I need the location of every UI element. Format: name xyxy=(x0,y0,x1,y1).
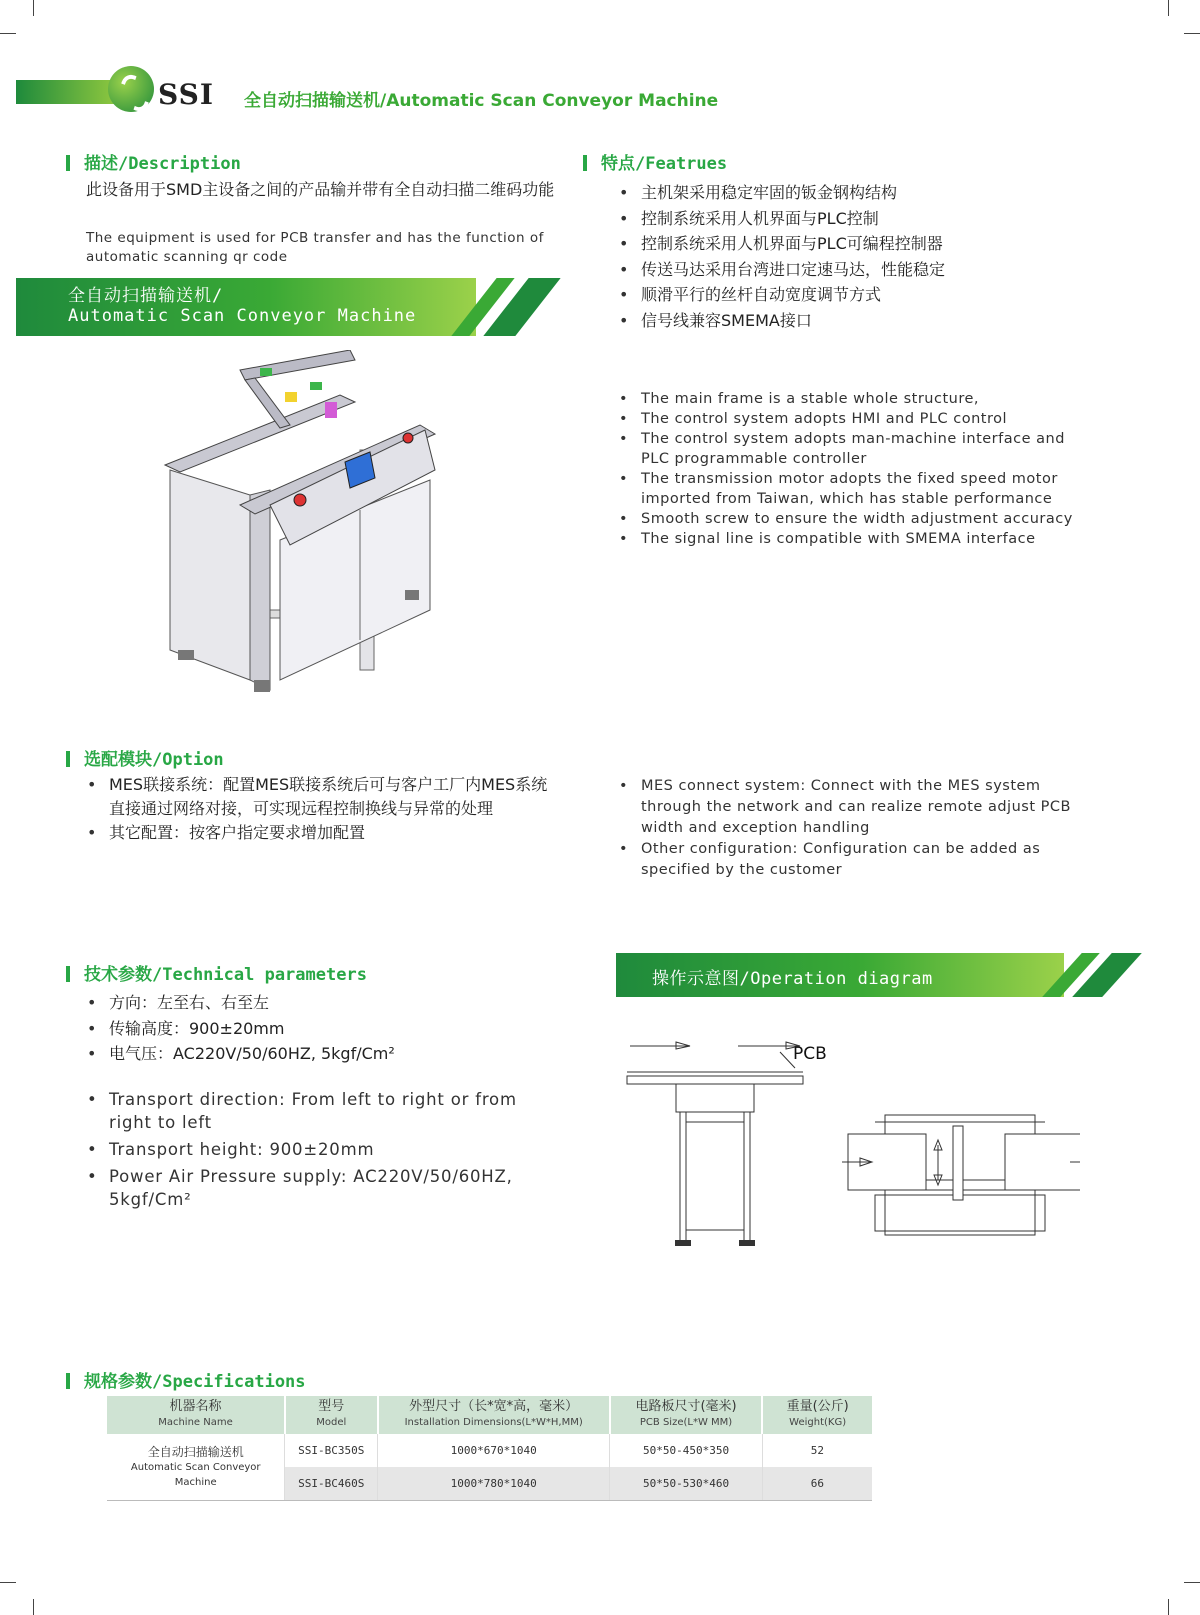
list-item: • The main frame is a stable whole structure, xyxy=(617,389,1089,409)
features-heading-text: 特点/Featrues xyxy=(601,154,728,174)
list-item: • 方向：左至右、右至左 xyxy=(85,990,560,1016)
column-header xyxy=(762,1396,872,1434)
pcb-size-cell: 50*50-450*350 xyxy=(610,1434,763,1467)
technical-cn-list xyxy=(85,990,560,1067)
machine-foot xyxy=(739,1240,755,1246)
specifications-table xyxy=(107,1396,872,1501)
specifications-heading xyxy=(66,1367,306,1392)
specifications-heading-text: 规格参数/Specifications xyxy=(84,1372,306,1392)
list-item: • Transport direction: From left to right or from right to left xyxy=(85,1088,560,1134)
column-header-cn: 机器名称 xyxy=(169,1399,222,1414)
column-header-en: Weight(KG) xyxy=(789,1417,847,1428)
list-item: • 控制系统采用人机界面与PLC控制 xyxy=(617,206,1087,232)
side-view-diagram xyxy=(627,1042,803,1246)
list-item: • Power Air Pressure supply: AC220V/50/60HZ, 5kgf/Cm² xyxy=(85,1165,560,1211)
scanner-gantry xyxy=(953,1126,963,1200)
option-heading-text: 选配模块/Option xyxy=(84,750,224,770)
list-item: • The signal line is compatible with SMEMA interface xyxy=(617,529,1089,549)
conveyor-body xyxy=(676,1084,754,1112)
banner-line1: 全自动扫描输送机/ xyxy=(68,286,224,306)
description-cn: 此设备用于SMD主设备之间的产品输并带有全自动扫描二维码功能 xyxy=(86,180,555,199)
crop-mark xyxy=(1184,33,1200,34)
list-item: • 主机架采用稳定牢固的钣金钢构结构 xyxy=(617,180,1087,206)
description-heading-text: 描述/Description xyxy=(84,154,241,174)
list-item: • The control system adopts man-machine interface and PLC programmable controller xyxy=(617,429,1089,469)
list-item: • 顺滑平行的丝杆自动宽度调节方式 xyxy=(617,282,1087,308)
list-item: • 传送马达采用台湾进口定速马达，性能稳定 xyxy=(617,257,1087,283)
header-title: 全自动扫描输送机/Automatic Scan Conveyor Machine xyxy=(244,91,719,111)
scanner-module xyxy=(260,368,272,376)
machine-illustration xyxy=(160,350,460,705)
weight-cell: 52 xyxy=(810,1444,825,1457)
machine-foot xyxy=(254,680,270,692)
scanner-gantry xyxy=(240,350,355,380)
crop-mark xyxy=(33,1599,34,1615)
description-en: The equipment is used for PCB transfer and has the function of automatic scanning qr code xyxy=(86,230,544,265)
column-header-en: PCB Size(L*W MM) xyxy=(639,1417,733,1428)
list-item: • 电气压：AC220V/50/60HZ, 5kgf/Cm² xyxy=(85,1041,560,1067)
dimensions-cell: 1000*780*1040 xyxy=(378,1467,610,1501)
top-view-diagram xyxy=(842,1115,1080,1235)
column-header xyxy=(285,1396,378,1434)
crop-mark xyxy=(0,33,16,34)
features-heading xyxy=(583,149,727,174)
technical-en-list xyxy=(85,1088,560,1211)
machine-leg xyxy=(250,490,270,690)
machine-foot xyxy=(178,650,194,660)
list-item: • MES联接系统：配置MES联接系统后可与客户工厂内MES系统直接通过网络对接，可实现远程控制换线与异常的处理 xyxy=(85,773,560,821)
scanner-head xyxy=(285,392,297,402)
column-header-en: Model xyxy=(316,1417,347,1428)
emergency-stop-icon xyxy=(294,494,306,506)
list-item: • 传输高度：900±20mm xyxy=(85,1016,560,1042)
column-header xyxy=(610,1396,763,1434)
features-en-list xyxy=(617,389,1089,549)
column-header-cn: 重量(公斤) xyxy=(786,1399,849,1414)
table-row xyxy=(107,1434,872,1467)
machine-foot xyxy=(675,1240,691,1246)
product-banner xyxy=(16,278,561,336)
machine-name-cn: 全自动扫描输送机 xyxy=(147,1444,244,1459)
header-accent-bar xyxy=(16,80,114,104)
list-item: • The transmission motor adopts the fixed speed motor imported from Taiwan, which has stable performance xyxy=(617,469,1089,509)
column-header-cn: 外型尺寸（长*宽*高，毫米） xyxy=(409,1399,579,1414)
crop-mark xyxy=(33,0,34,16)
machine-name-cell xyxy=(107,1434,285,1501)
column-header-cn: 型号 xyxy=(318,1399,345,1414)
pcb-label: PCB xyxy=(793,1044,827,1064)
table-header-row xyxy=(107,1396,872,1434)
operation-banner-text: 操作示意图/Operation diagram xyxy=(652,969,933,989)
heading-bar xyxy=(66,1373,70,1389)
banner-text xyxy=(68,286,416,326)
list-item: • Transport height: 900±20mm xyxy=(85,1138,560,1161)
emergency-stop-icon xyxy=(403,433,413,443)
list-item: • Other configuration: Configuration can be added as specified by the customer xyxy=(617,839,1099,881)
option-en-list xyxy=(617,776,1099,881)
list-item: • 其它配置：按客户指定要求增加配置 xyxy=(85,821,560,845)
ssi-logo-icon xyxy=(108,66,154,112)
machine-left-panel xyxy=(170,470,250,680)
technical-heading xyxy=(66,960,367,985)
crop-mark xyxy=(1168,1599,1169,1615)
column-header xyxy=(107,1396,285,1434)
crop-mark xyxy=(1168,0,1169,16)
crop-mark xyxy=(0,1582,16,1583)
logo-text: SSI xyxy=(158,78,214,111)
operation-diagram xyxy=(620,1030,1080,1260)
heading-bar xyxy=(583,155,587,171)
heading-bar xyxy=(66,751,70,767)
list-item: • 控制系统采用人机界面与PLC可编程控制器 xyxy=(617,231,1087,257)
description-heading xyxy=(66,149,241,174)
crop-mark xyxy=(1184,1582,1200,1583)
banner-line2: Automatic Scan Conveyor Machine xyxy=(68,306,417,326)
technical-heading-text: 技术参数/Technical parameters xyxy=(84,965,367,985)
pcb-size-cell: 50*50-530*460 xyxy=(610,1467,763,1501)
heading-bar xyxy=(66,966,70,982)
list-item: • Smooth screw to ensure the width adjustment accuracy xyxy=(617,509,1089,529)
conveyor-rail xyxy=(627,1076,803,1084)
column-header-en: Installation Dimensions(L*W*H,MM) xyxy=(404,1417,583,1428)
scanner-module xyxy=(310,382,322,390)
scanner-head xyxy=(325,402,337,418)
list-item: • The control system adopts HMI and PLC control xyxy=(617,409,1089,429)
option-cn-list xyxy=(85,773,560,845)
list-item: • MES connect system: Connect with the MES system through the network and can realize remote adjust PCB width and exception handling xyxy=(617,776,1099,839)
machine-foot xyxy=(405,590,419,600)
dimensions-cell: 1000*670*1040 xyxy=(378,1434,610,1467)
scanner-gantry xyxy=(245,378,290,428)
model-cell: SSI-BC460S xyxy=(285,1467,378,1501)
weight-cell: 66 xyxy=(762,1467,872,1501)
model-cell: SSI-BC350S xyxy=(285,1434,378,1467)
column-header xyxy=(378,1396,610,1434)
heading-bar xyxy=(66,155,70,171)
list-item: • 信号线兼容SMEMA接口 xyxy=(617,308,1087,334)
features-cn-list xyxy=(617,180,1087,333)
pcb-board-out xyxy=(1005,1134,1080,1190)
machine-name-en: Automatic Scan Conveyor Machine xyxy=(130,1461,261,1488)
column-header-cn: 电路板尺寸(毫米) xyxy=(635,1399,737,1414)
option-heading xyxy=(66,745,224,770)
operation-banner xyxy=(616,953,1141,997)
column-header-en: Machine Name xyxy=(158,1417,233,1428)
